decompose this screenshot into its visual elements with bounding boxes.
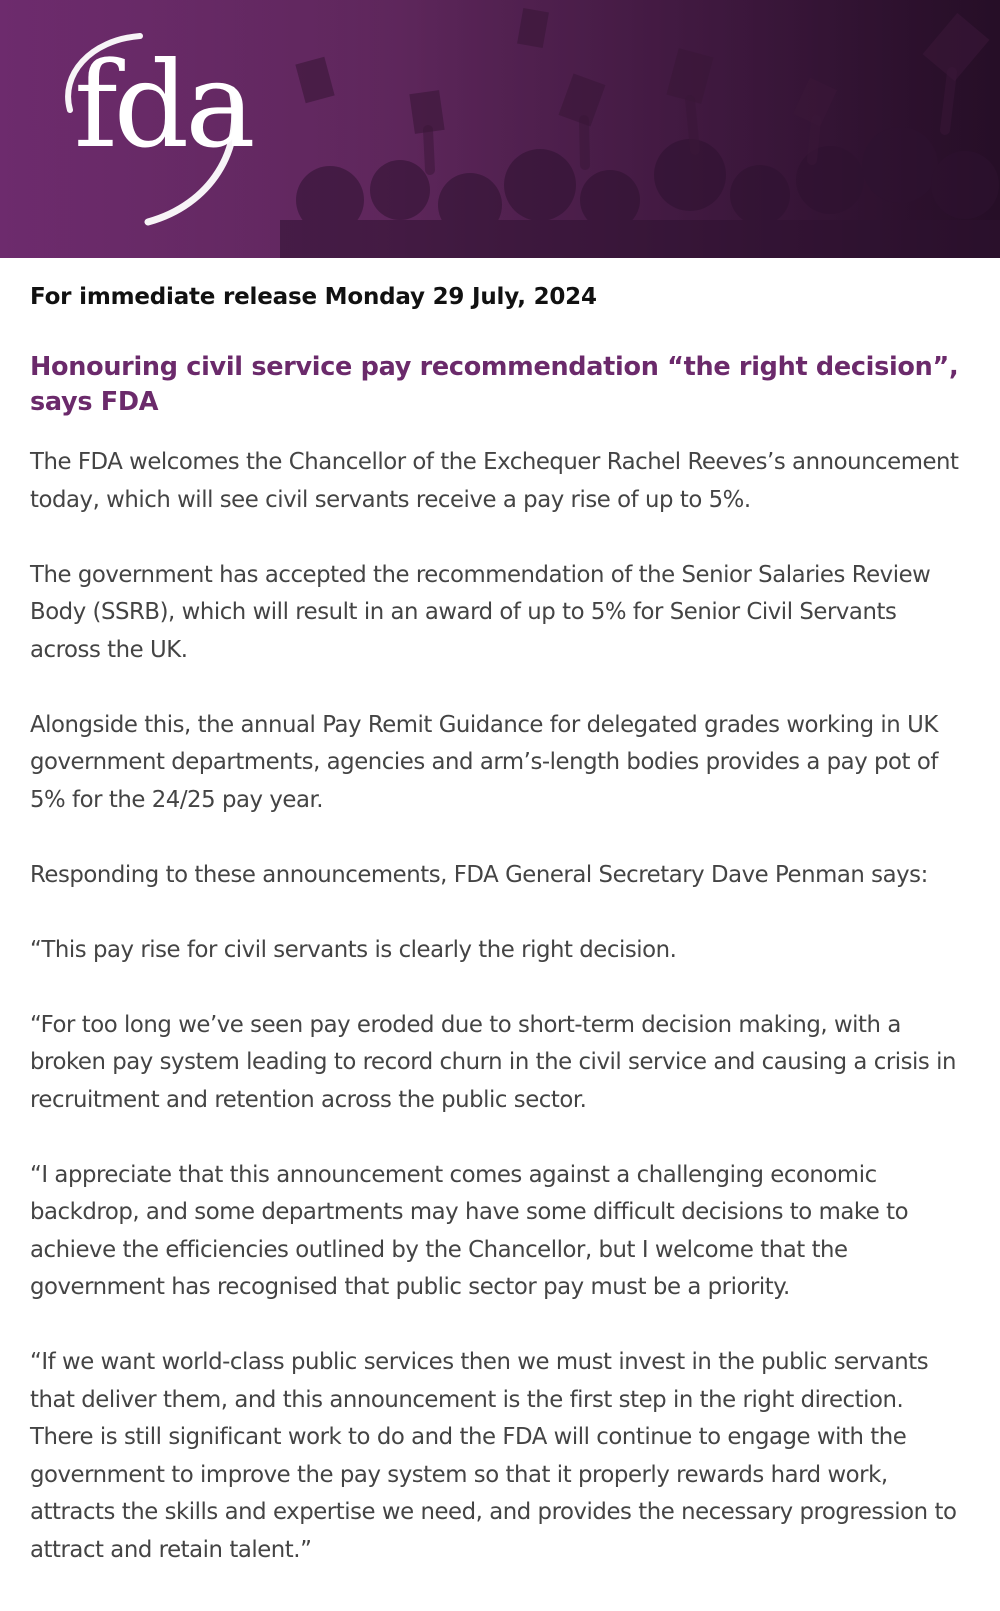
paragraph: Responding to these announcements, FDA General Secretary Dave Penman says:	[30, 861, 928, 888]
fda-logo: fda	[74, 36, 252, 174]
body-paragraphs	[30, 444, 970, 1607]
release-date-line: For immediate release Monday 29 July, 2024	[30, 284, 597, 310]
header-banner	[0, 0, 1000, 258]
paragraph: The FDA welcomes the Chancellor of the Exchequer Rachel Reeves’s announcement today, which will see civil servants receive a pay rise of up to 5%.	[30, 449, 959, 513]
paragraph: “If we want world-class public services then we must invest in the public servants that deliver them, and this announcement is the first step in the right direction. There is still significant work to do and the FDA will continue to engage with the government to improve the pay system so that it properly rewards hard work, attracts the skills and expertise we need, and provides the necessary progression to attract and retain talent.”	[30, 1349, 957, 1563]
paragraph: “For too long we’ve seen pay eroded due to short-term decision making, with a broken pay system leading to record churn in the civil service and causing a crisis in recruitment and retention across the public sector.	[30, 1011, 957, 1113]
paragraph: “This pay rise for civil servants is clearly the right decision.	[30, 936, 677, 963]
paragraph: Alongside this, the annual Pay Remit Guidance for delegated grades working in UK government departments, agencies and arm’s-length bodies provides a pay pot of 5% for the 24/25 pay year.	[30, 711, 938, 813]
paragraph: The government has accepted the recommendation of the Senior Salaries Review Body (SSRB), which will result in an award of up to 5% for Senior Civil Servants across the UK.	[30, 561, 931, 663]
headline: Honouring civil service pay recommendation “the right decision”, says FDA	[30, 352, 959, 417]
paragraph: “I appreciate that this announcement comes against a challenging economic backdrop, and some departments may have some difficult decisions to make to achieve the efficiencies outlined by the Chancellor, but I welcome that the government has recognised that public sector pay must be a priority.	[30, 1161, 909, 1300]
